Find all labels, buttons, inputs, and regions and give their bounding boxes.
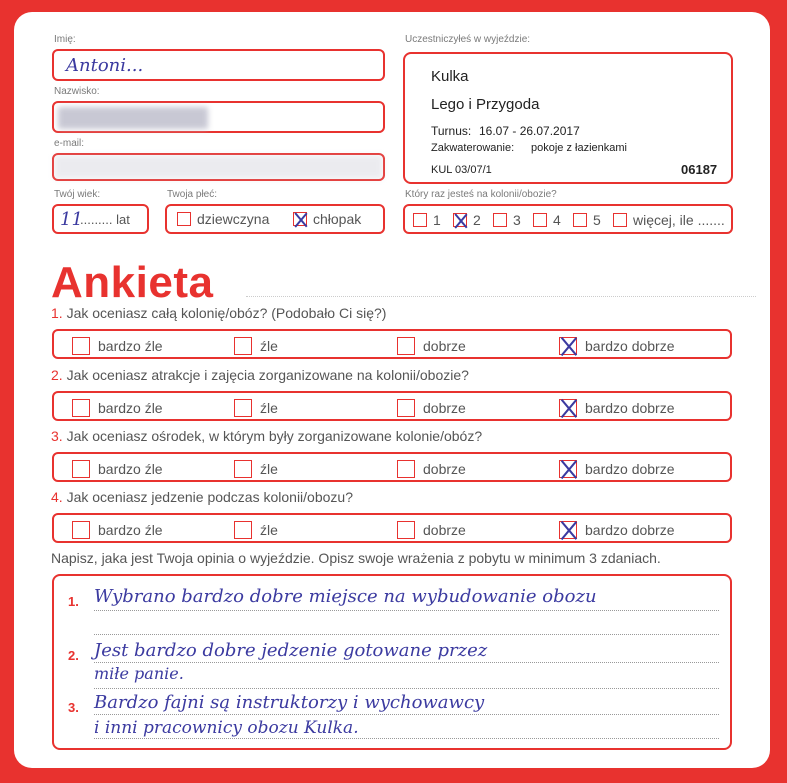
question-3-number: 3.	[51, 428, 63, 444]
q2-option-very-bad[interactable]	[72, 399, 163, 417]
which-time-1-label: 1	[433, 212, 441, 228]
which-time-label: Który raz jesteś na kolonii/obozie?	[405, 189, 557, 200]
q1-bad-label: źle	[260, 338, 278, 354]
q2-option-very-good[interactable]	[559, 399, 675, 417]
q2-option-bad[interactable]	[234, 399, 278, 417]
q4-bad-label: źle	[260, 522, 278, 538]
which-time-1-checkbox[interactable]	[413, 213, 427, 227]
question-1-number: 1.	[51, 305, 63, 321]
opinion-line-4: Bardzo fajni są instruktorzy i wychowawcy	[94, 692, 485, 713]
q2-bad-label: źle	[260, 400, 278, 416]
which-time-option-5[interactable]	[573, 212, 601, 228]
q2-good-checkbox[interactable]	[397, 399, 415, 417]
turnus-value: 16.07 - 26.07.2017	[479, 124, 580, 138]
q3-very-good-label: bardzo dobrze	[585, 461, 675, 477]
gender-option-girl[interactable]	[177, 211, 269, 227]
q3-bad-label: źle	[260, 461, 278, 477]
which-time-option-2[interactable]	[453, 212, 481, 228]
which-time-group	[403, 204, 733, 234]
q4-very-good-label: bardzo dobrze	[585, 522, 675, 538]
age-label: Twój wiek:	[54, 189, 101, 200]
survey-page	[14, 12, 770, 768]
redacted-surname	[58, 107, 208, 129]
gender-group	[165, 204, 385, 234]
q1-option-good[interactable]	[397, 337, 466, 355]
q1-good-checkbox[interactable]	[397, 337, 415, 355]
opinion-line-5: i inni pracownicy obozu Kulka.	[94, 718, 359, 738]
q3-option-bad[interactable]	[234, 460, 278, 478]
q1-very-bad-checkbox[interactable]	[72, 337, 90, 355]
q3-very-good-checkbox[interactable]	[559, 460, 577, 478]
opinion-rule	[94, 738, 719, 739]
which-time-option-1[interactable]	[413, 212, 441, 228]
which-time-2-checkbox[interactable]	[453, 213, 467, 227]
gender-boy-label: chłopak	[313, 211, 362, 227]
question-4-number: 4.	[51, 489, 63, 505]
which-time-more-label: więcej, ile .......	[633, 212, 725, 228]
redacted-email	[54, 155, 383, 179]
turnus-label: Turnus:	[431, 124, 472, 138]
q1-option-very-bad[interactable]	[72, 337, 163, 355]
q2-bad-checkbox[interactable]	[234, 399, 252, 417]
which-time-2-label: 2	[473, 212, 481, 228]
camp-program: Lego i Przygoda	[431, 96, 540, 113]
q4-good-label: dobrze	[423, 522, 466, 538]
q1-option-bad[interactable]	[234, 337, 278, 355]
opinion-rule	[94, 662, 719, 663]
question-2-options	[52, 391, 732, 421]
gender-boy-checkbox[interactable]	[293, 212, 307, 226]
gender-label: Twoja płeć:	[167, 189, 218, 200]
camp-info-box	[403, 52, 733, 184]
age-value: 11	[60, 209, 83, 230]
q1-very-good-checkbox[interactable]	[559, 337, 577, 355]
q3-option-very-good[interactable]	[559, 460, 675, 478]
question-3-options	[52, 452, 732, 482]
q4-very-bad-label: bardzo źle	[98, 522, 163, 538]
opinion-line-2: Jest bardzo dobre jedzenie gotowane przez	[94, 640, 488, 661]
q4-bad-checkbox[interactable]	[234, 521, 252, 539]
which-time-option-4[interactable]	[533, 212, 561, 228]
which-time-more-checkbox[interactable]	[613, 213, 627, 227]
q3-good-checkbox[interactable]	[397, 460, 415, 478]
q4-option-good[interactable]	[397, 521, 466, 539]
question-2-text: Jak oceniasz atrakcje i zajęcia zorganizowane na kolonii/obozie?	[66, 367, 469, 383]
age-field[interactable]	[52, 204, 149, 234]
age-unit: ......... lat	[80, 212, 130, 227]
q1-very-good-label: bardzo dobrze	[585, 338, 675, 354]
q2-very-good-checkbox[interactable]	[559, 399, 577, 417]
camp-name: Kulka	[431, 68, 469, 85]
which-time-4-label: 4	[553, 212, 561, 228]
question-1	[51, 305, 386, 321]
q1-bad-checkbox[interactable]	[234, 337, 252, 355]
question-1-text: Jak oceniasz całą kolonię/obóz? (Podobało Ci się?)	[66, 305, 387, 321]
opinion-number-1: 1.	[68, 594, 79, 609]
q4-option-very-bad[interactable]	[72, 521, 163, 539]
q4-option-very-good[interactable]	[559, 521, 675, 539]
opinion-number-2: 2.	[68, 648, 79, 663]
q4-option-bad[interactable]	[234, 521, 278, 539]
q2-very-good-label: bardzo dobrze	[585, 400, 675, 416]
survey-title: Ankieta	[51, 258, 214, 307]
q1-very-bad-label: bardzo źle	[98, 338, 163, 354]
which-time-5-checkbox[interactable]	[573, 213, 587, 227]
question-2	[51, 367, 469, 383]
surname-label: Nazwisko:	[54, 86, 100, 97]
q2-good-label: dobrze	[423, 400, 466, 416]
q3-option-very-bad[interactable]	[72, 460, 163, 478]
which-time-5-label: 5	[593, 212, 601, 228]
q2-option-good[interactable]	[397, 399, 466, 417]
which-time-3-checkbox[interactable]	[493, 213, 507, 227]
question-3-text: Jak oceniasz ośrodek, w którym były zorganizowane kolonie/obóz?	[66, 428, 483, 444]
opinion-prompt: Napisz, jaka jest Twoja opinia o wyjeździe. Opisz swoje wrażenia z pobytu w minimum 3 zdaniach.	[51, 550, 661, 566]
which-time-3-label: 3	[513, 212, 521, 228]
opinion-rule	[94, 688, 719, 689]
opinion-line-3: miłe panie.	[94, 664, 184, 683]
camp-number: 06187	[681, 162, 718, 177]
q1-option-very-good[interactable]	[559, 337, 675, 355]
email-label: e-mail:	[54, 138, 85, 149]
which-time-option-3[interactable]	[493, 212, 521, 228]
which-time-option-more[interactable]	[613, 212, 725, 228]
surname-field[interactable]	[52, 101, 385, 133]
q3-option-good[interactable]	[397, 460, 466, 478]
camp-info-label: Uczestniczyłeś w wyjeździe:	[405, 34, 531, 45]
name-value: Antoni...	[66, 55, 144, 76]
q3-very-bad-label: bardzo źle	[98, 461, 163, 477]
opinion-rule	[94, 714, 719, 715]
which-time-4-checkbox[interactable]	[533, 213, 547, 227]
accommodation-value: pokoje z łazienkami	[531, 142, 627, 154]
opinion-rule	[94, 610, 719, 611]
opinion-box[interactable]	[52, 574, 732, 750]
gender-girl-label: dziewczyna	[197, 211, 270, 227]
name-field[interactable]	[52, 49, 385, 81]
q1-good-label: dobrze	[423, 338, 466, 354]
title-divider	[246, 296, 756, 297]
question-4-text: Jak oceniasz jedzenie podczas kolonii/obozu?	[66, 489, 353, 505]
q4-good-checkbox[interactable]	[397, 521, 415, 539]
accommodation-label: Zakwaterowanie:	[431, 142, 515, 154]
gender-girl-checkbox[interactable]	[177, 212, 191, 226]
q2-very-bad-label: bardzo źle	[98, 400, 163, 416]
opinion-number-3: 3.	[68, 700, 79, 715]
name-label: Imię:	[54, 34, 76, 45]
question-1-options	[52, 329, 732, 359]
question-3	[51, 428, 482, 444]
question-4-options	[52, 513, 732, 543]
q3-good-label: dobrze	[423, 461, 466, 477]
opinion-line-1: Wybrano bardzo dobre miejsce na wybudowanie obozu	[94, 586, 597, 607]
q4-very-good-checkbox[interactable]	[559, 521, 577, 539]
camp-code: KUL 03/07/1	[431, 164, 492, 176]
q3-very-bad-checkbox[interactable]	[72, 460, 90, 478]
q4-very-bad-checkbox[interactable]	[72, 521, 90, 539]
gender-option-boy[interactable]	[293, 211, 361, 227]
q3-bad-checkbox[interactable]	[234, 460, 252, 478]
q2-very-bad-checkbox[interactable]	[72, 399, 90, 417]
question-4	[51, 489, 353, 505]
opinion-rule	[94, 634, 719, 635]
question-2-number: 2.	[51, 367, 63, 383]
email-field[interactable]	[52, 153, 385, 181]
